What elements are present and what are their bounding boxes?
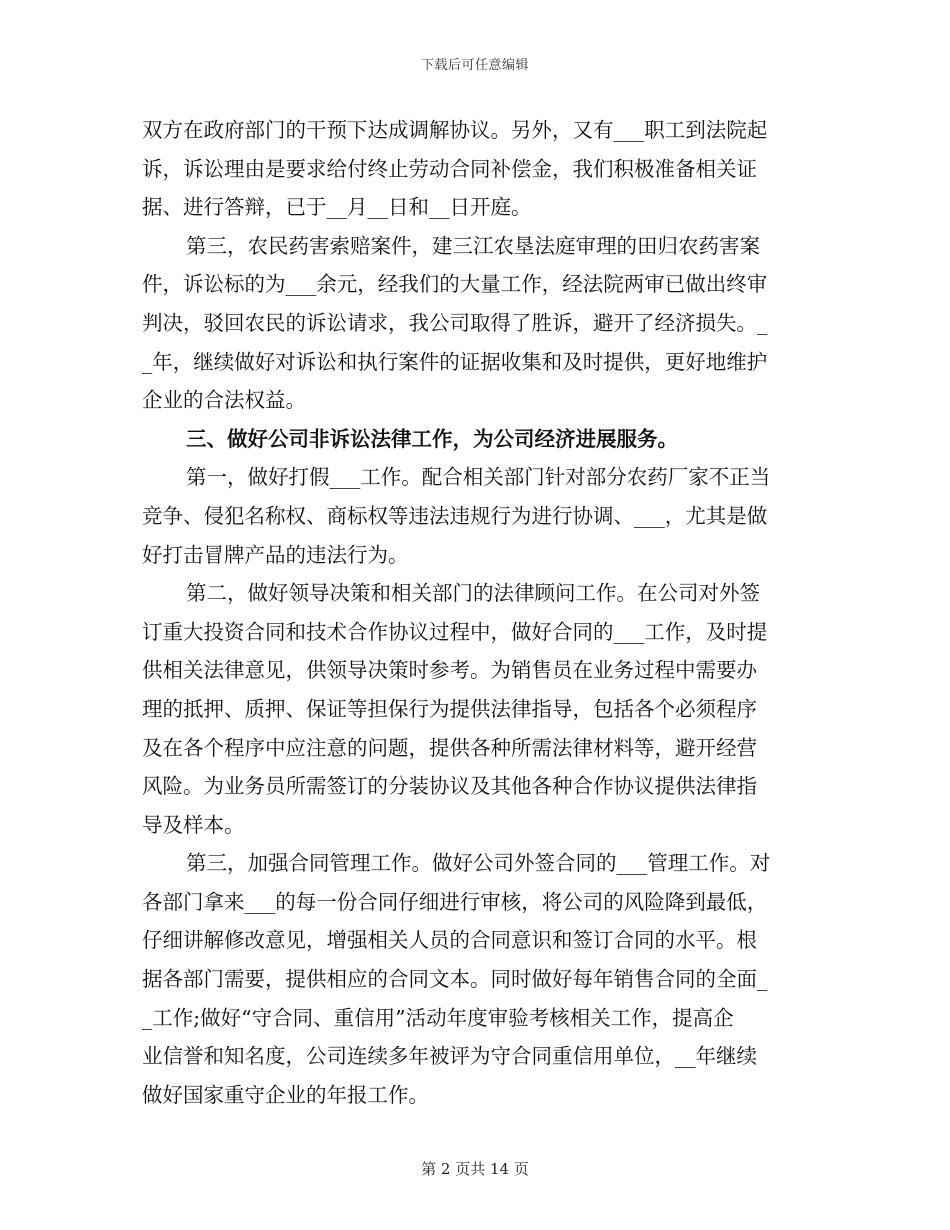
text-line: 导及样本。 bbox=[142, 812, 245, 837]
section-heading: 三、做好公司非诉讼法律工作，为公司经济进展服务。 bbox=[186, 426, 678, 451]
text-line: 企业的合法权益。 bbox=[142, 388, 306, 413]
page-header: 下载后可任意编辑 bbox=[420, 58, 529, 73]
text-line: 订重大投资合同和技术合作协议过程中，做好合同的___工作，及时提 bbox=[142, 619, 768, 644]
text-line: 竞争、侵犯名称权、商标权等违法违规行为进行协调、___，尤其是做 bbox=[142, 503, 768, 528]
text-line: 风险。为业务员所需签订的分装协议及其他各种合作协议提供法律指 bbox=[142, 774, 757, 799]
text-line: 理的抵押、质押、保证等担保行为提供法律指导，包括各个必须程序 bbox=[142, 696, 757, 721]
text-line: _年，继续做好对诉讼和执行案件的证据收集和及时提供，更好地维护 bbox=[142, 349, 768, 374]
text-line: 供相关法律意见，供领导决策时参考。为销售员在业务过程中需要办 bbox=[142, 658, 757, 683]
paragraph-start: 第一，做好打假___工作。配合相关部门针对部分农药厂家不正当 bbox=[186, 465, 771, 490]
document-body bbox=[142, 111, 804, 1114]
text-line: 业信誉和知名度，公司连续多年被评为守合同重信用单位，__年继续 bbox=[142, 1044, 757, 1069]
text-line: 双方在政府部门的干预下达成调解协议。另外，又有___职工到法院起 bbox=[142, 118, 768, 142]
text-line: 各部门拿来___的每一份合同仔细进行审核，将公司的风险降到最低， bbox=[142, 889, 768, 914]
paragraph-start: 第二，做好领导决策和相关部门的法律顾问工作。在公司对外签 bbox=[186, 581, 760, 606]
text-line: 据、进行答辩，已于__月__日和__日开庭。 bbox=[142, 195, 532, 220]
text-line: 据各部门需要，提供相应的合同文本。同时做好每年销售合同的全面_ bbox=[142, 967, 768, 992]
text-line: 及在各个程序中应注意的问题，提供各种所需法律材料等，避开经营 bbox=[142, 735, 757, 760]
text-line: 件，诉讼标的为___余元，经我们的大量工作，经法院两审已做出终审 bbox=[142, 272, 768, 297]
text-line: 仔细讲解修改意见，增强相关人员的合同意识和签订合同的水平。根 bbox=[142, 928, 757, 953]
text-line: 判决，驳回农民的诉讼请求，我公司取得了胜诉，避开了经济损失。_ bbox=[142, 310, 768, 335]
text-line: 诉，诉讼理由是要求给付终止劳动合同补偿金，我们积极准备相关证 bbox=[142, 156, 757, 181]
paragraph-start: 第三，农民药害索赔案件，建三江农垦法庭审理的田归农药害案 bbox=[186, 233, 760, 258]
text-line: _工作;做好“守合同、重信用”活动年度审验考核相关工作，提高企 bbox=[142, 1005, 734, 1030]
text-line: 好打击冒牌产品的违法行为。 bbox=[142, 542, 409, 567]
paragraph-start: 第三，加强合同管理工作。做好公司外签合同的___管理工作。对 bbox=[186, 851, 771, 876]
page-number: 第 2 页共 14 页 bbox=[421, 1160, 529, 1178]
text-line: 做好国家重守企业的年报工作。 bbox=[142, 1082, 429, 1107]
